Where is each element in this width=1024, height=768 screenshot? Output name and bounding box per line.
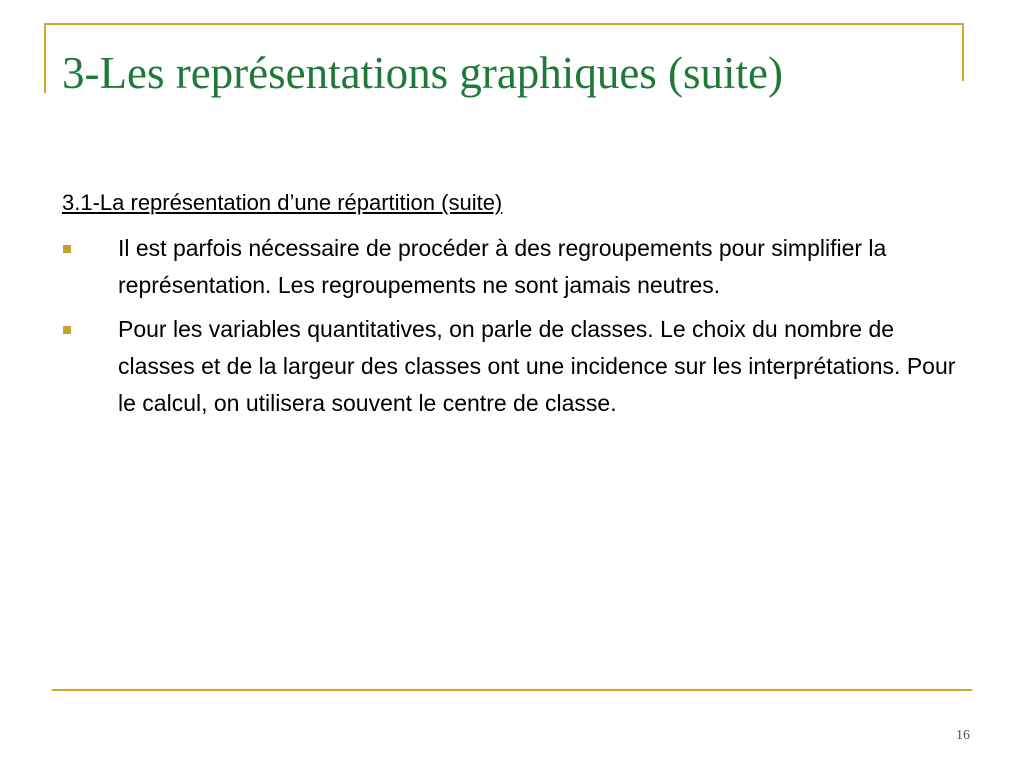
frame-top-rule <box>44 23 964 25</box>
section-subheading: 3.1-La représentation d’une répartition (suite) <box>62 190 503 215</box>
square-bullet-icon <box>63 326 71 334</box>
square-bullet-icon <box>63 245 71 253</box>
footer-rule <box>52 689 972 691</box>
page-number: 16 <box>956 728 970 743</box>
bullet-text: Pour les variables quantitatives, on parle de classes. Le choix du nombre de classes et de la largeur des classes ont une incidence sur les interprétations. Pour le calcul, on utilisera souvent le centre de classe. <box>118 316 956 416</box>
bullet-list <box>62 230 962 429</box>
frame-left-rule <box>44 23 46 93</box>
slide-title: 3-Les représentations graphiques (suite) <box>62 48 784 98</box>
frame-right-rule <box>962 23 964 81</box>
bullet-text: Il est parfois nécessaire de procéder à des regroupements pour simplifier la représentation. Les regroupements ne sont jamais neutres. <box>118 235 887 298</box>
bullet-item <box>62 311 962 422</box>
bullet-item <box>62 230 962 304</box>
